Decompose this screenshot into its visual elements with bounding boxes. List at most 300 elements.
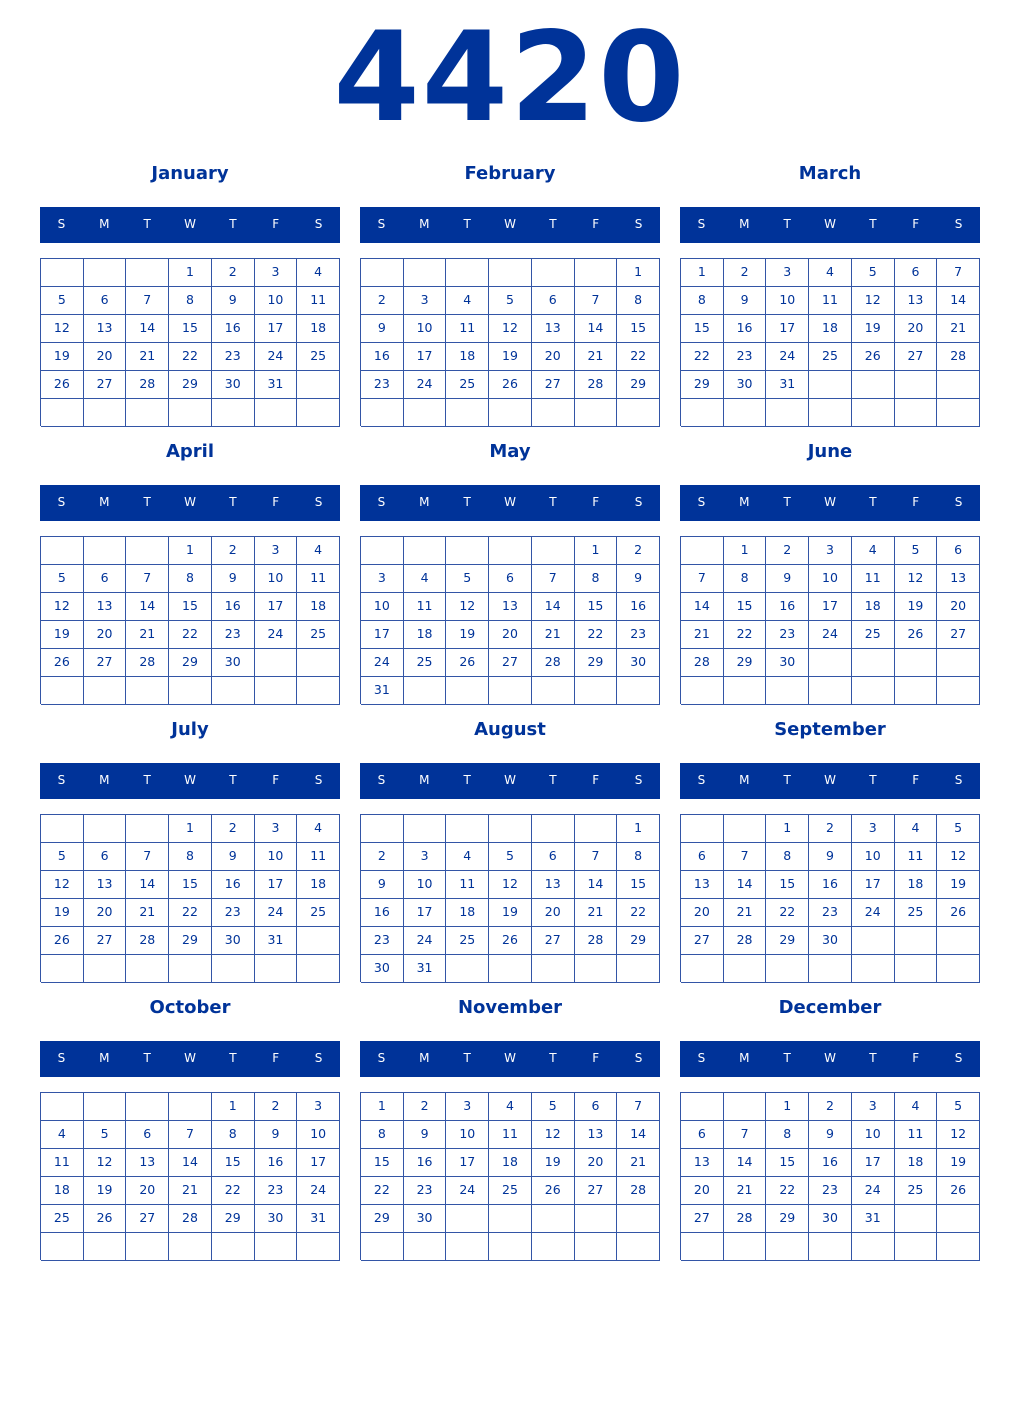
- day-cell[interactable]: 21: [532, 621, 575, 649]
- day-cell[interactable]: 31: [852, 1205, 895, 1233]
- day-cell[interactable]: 30: [617, 649, 660, 677]
- day-cell[interactable]: 28: [169, 1205, 212, 1233]
- day-cell[interactable]: 27: [84, 927, 127, 955]
- day-cell[interactable]: 3: [766, 259, 809, 287]
- day-cell[interactable]: 20: [84, 621, 127, 649]
- day-cell[interactable]: 28: [937, 343, 980, 371]
- day-cell[interactable]: 25: [404, 649, 447, 677]
- day-cell[interactable]: 24: [766, 343, 809, 371]
- day-cell[interactable]: 29: [361, 1205, 404, 1233]
- day-cell[interactable]: 15: [617, 871, 660, 899]
- day-cell[interactable]: 3: [255, 815, 298, 843]
- day-cell[interactable]: 13: [681, 1149, 724, 1177]
- day-cell[interactable]: 2: [361, 287, 404, 315]
- day-cell[interactable]: 27: [532, 927, 575, 955]
- day-cell[interactable]: 27: [681, 1205, 724, 1233]
- day-cell[interactable]: 26: [852, 343, 895, 371]
- day-cell[interactable]: 1: [361, 1093, 404, 1121]
- day-cell[interactable]: 25: [446, 927, 489, 955]
- day-cell[interactable]: 4: [297, 259, 340, 287]
- day-cell[interactable]: 13: [895, 287, 938, 315]
- day-cell[interactable]: 12: [41, 871, 84, 899]
- day-cell[interactable]: 23: [361, 371, 404, 399]
- day-cell[interactable]: 22: [169, 621, 212, 649]
- day-cell[interactable]: 30: [809, 1205, 852, 1233]
- day-cell[interactable]: 19: [41, 343, 84, 371]
- day-cell[interactable]: 12: [489, 315, 532, 343]
- day-cell[interactable]: 17: [852, 1149, 895, 1177]
- day-cell[interactable]: 14: [937, 287, 980, 315]
- day-cell[interactable]: 11: [446, 871, 489, 899]
- day-cell[interactable]: 18: [895, 1149, 938, 1177]
- day-cell[interactable]: 13: [681, 871, 724, 899]
- day-cell[interactable]: 5: [84, 1121, 127, 1149]
- day-cell[interactable]: 23: [809, 899, 852, 927]
- day-cell[interactable]: 29: [617, 371, 660, 399]
- day-cell[interactable]: 7: [575, 287, 618, 315]
- day-cell[interactable]: 22: [724, 621, 767, 649]
- day-cell[interactable]: 6: [84, 287, 127, 315]
- day-cell[interactable]: 15: [575, 593, 618, 621]
- day-cell[interactable]: 4: [895, 815, 938, 843]
- day-cell[interactable]: 9: [724, 287, 767, 315]
- day-cell[interactable]: 10: [297, 1121, 340, 1149]
- day-cell[interactable]: 23: [617, 621, 660, 649]
- day-cell[interactable]: 6: [532, 843, 575, 871]
- day-cell[interactable]: 13: [532, 315, 575, 343]
- day-cell[interactable]: 4: [852, 537, 895, 565]
- day-cell[interactable]: 22: [361, 1177, 404, 1205]
- day-cell[interactable]: 15: [212, 1149, 255, 1177]
- day-cell[interactable]: 3: [852, 1093, 895, 1121]
- day-cell[interactable]: 29: [575, 649, 618, 677]
- day-cell[interactable]: 21: [724, 1177, 767, 1205]
- day-cell[interactable]: 20: [532, 343, 575, 371]
- day-cell[interactable]: 13: [489, 593, 532, 621]
- day-cell[interactable]: 30: [724, 371, 767, 399]
- day-cell[interactable]: 14: [617, 1121, 660, 1149]
- day-cell[interactable]: 10: [404, 315, 447, 343]
- day-cell[interactable]: 6: [489, 565, 532, 593]
- day-cell[interactable]: 22: [766, 1177, 809, 1205]
- day-cell[interactable]: 17: [255, 315, 298, 343]
- day-cell[interactable]: 11: [297, 565, 340, 593]
- day-cell[interactable]: 9: [404, 1121, 447, 1149]
- day-cell[interactable]: 9: [617, 565, 660, 593]
- day-cell[interactable]: 12: [937, 843, 980, 871]
- day-cell[interactable]: 28: [617, 1177, 660, 1205]
- day-cell[interactable]: 5: [937, 1093, 980, 1121]
- day-cell[interactable]: 1: [681, 259, 724, 287]
- day-cell[interactable]: 5: [41, 843, 84, 871]
- day-cell[interactable]: 27: [937, 621, 980, 649]
- day-cell[interactable]: 5: [895, 537, 938, 565]
- day-cell[interactable]: 14: [532, 593, 575, 621]
- day-cell[interactable]: 2: [361, 843, 404, 871]
- day-cell[interactable]: 6: [937, 537, 980, 565]
- day-cell[interactable]: 14: [575, 315, 618, 343]
- day-cell[interactable]: 2: [212, 537, 255, 565]
- day-cell[interactable]: 15: [724, 593, 767, 621]
- day-cell[interactable]: 18: [297, 871, 340, 899]
- day-cell[interactable]: 18: [852, 593, 895, 621]
- day-cell[interactable]: 30: [404, 1205, 447, 1233]
- day-cell[interactable]: 15: [681, 315, 724, 343]
- day-cell[interactable]: 28: [126, 927, 169, 955]
- day-cell[interactable]: 3: [404, 287, 447, 315]
- day-cell[interactable]: 13: [126, 1149, 169, 1177]
- day-cell[interactable]: 20: [895, 315, 938, 343]
- day-cell[interactable]: 5: [852, 259, 895, 287]
- day-cell[interactable]: 28: [126, 371, 169, 399]
- day-cell[interactable]: 23: [724, 343, 767, 371]
- day-cell[interactable]: 22: [212, 1177, 255, 1205]
- day-cell[interactable]: 17: [255, 593, 298, 621]
- day-cell[interactable]: 6: [895, 259, 938, 287]
- day-cell[interactable]: 11: [404, 593, 447, 621]
- day-cell[interactable]: 19: [446, 621, 489, 649]
- day-cell[interactable]: 23: [212, 899, 255, 927]
- day-cell[interactable]: 24: [404, 371, 447, 399]
- day-cell[interactable]: 16: [361, 899, 404, 927]
- day-cell[interactable]: 14: [169, 1149, 212, 1177]
- day-cell[interactable]: 22: [766, 899, 809, 927]
- day-cell[interactable]: 1: [169, 537, 212, 565]
- day-cell[interactable]: 31: [297, 1205, 340, 1233]
- day-cell[interactable]: 11: [41, 1149, 84, 1177]
- day-cell[interactable]: 15: [169, 871, 212, 899]
- day-cell[interactable]: 22: [617, 343, 660, 371]
- day-cell[interactable]: 26: [41, 649, 84, 677]
- day-cell[interactable]: 17: [446, 1149, 489, 1177]
- day-cell[interactable]: 9: [255, 1121, 298, 1149]
- day-cell[interactable]: 25: [297, 899, 340, 927]
- day-cell[interactable]: 27: [532, 371, 575, 399]
- day-cell[interactable]: 8: [361, 1121, 404, 1149]
- day-cell[interactable]: 5: [937, 815, 980, 843]
- day-cell[interactable]: 26: [937, 899, 980, 927]
- day-cell[interactable]: 11: [297, 287, 340, 315]
- day-cell[interactable]: 18: [404, 621, 447, 649]
- day-cell[interactable]: 8: [617, 843, 660, 871]
- day-cell[interactable]: 23: [404, 1177, 447, 1205]
- day-cell[interactable]: 25: [297, 621, 340, 649]
- day-cell[interactable]: 9: [809, 843, 852, 871]
- day-cell[interactable]: 7: [126, 565, 169, 593]
- day-cell[interactable]: 8: [169, 565, 212, 593]
- day-cell[interactable]: 26: [446, 649, 489, 677]
- day-cell[interactable]: 15: [617, 315, 660, 343]
- day-cell[interactable]: 9: [212, 565, 255, 593]
- day-cell[interactable]: 20: [681, 899, 724, 927]
- day-cell[interactable]: 1: [724, 537, 767, 565]
- day-cell[interactable]: 8: [681, 287, 724, 315]
- day-cell[interactable]: 7: [575, 843, 618, 871]
- day-cell[interactable]: 12: [84, 1149, 127, 1177]
- day-cell[interactable]: 10: [255, 565, 298, 593]
- day-cell[interactable]: 21: [681, 621, 724, 649]
- day-cell[interactable]: 26: [489, 371, 532, 399]
- day-cell[interactable]: 29: [212, 1205, 255, 1233]
- day-cell[interactable]: 13: [532, 871, 575, 899]
- day-cell[interactable]: 15: [169, 593, 212, 621]
- day-cell[interactable]: 19: [895, 593, 938, 621]
- day-cell[interactable]: 21: [575, 899, 618, 927]
- day-cell[interactable]: 8: [617, 287, 660, 315]
- day-cell[interactable]: 2: [255, 1093, 298, 1121]
- day-cell[interactable]: 30: [809, 927, 852, 955]
- day-cell[interactable]: 16: [724, 315, 767, 343]
- day-cell[interactable]: 24: [297, 1177, 340, 1205]
- day-cell[interactable]: 25: [446, 371, 489, 399]
- day-cell[interactable]: 28: [126, 649, 169, 677]
- day-cell[interactable]: 12: [41, 593, 84, 621]
- day-cell[interactable]: 11: [852, 565, 895, 593]
- day-cell[interactable]: 29: [724, 649, 767, 677]
- day-cell[interactable]: 7: [169, 1121, 212, 1149]
- day-cell[interactable]: 25: [809, 343, 852, 371]
- day-cell[interactable]: 7: [532, 565, 575, 593]
- day-cell[interactable]: 30: [212, 927, 255, 955]
- day-cell[interactable]: 17: [404, 343, 447, 371]
- day-cell[interactable]: 23: [766, 621, 809, 649]
- day-cell[interactable]: 27: [575, 1177, 618, 1205]
- day-cell[interactable]: 15: [766, 1149, 809, 1177]
- day-cell[interactable]: 20: [126, 1177, 169, 1205]
- day-cell[interactable]: 16: [212, 315, 255, 343]
- day-cell[interactable]: 16: [766, 593, 809, 621]
- day-cell[interactable]: 12: [489, 871, 532, 899]
- day-cell[interactable]: 20: [84, 343, 127, 371]
- day-cell[interactable]: 2: [617, 537, 660, 565]
- day-cell[interactable]: 24: [446, 1177, 489, 1205]
- day-cell[interactable]: 2: [404, 1093, 447, 1121]
- day-cell[interactable]: 14: [126, 593, 169, 621]
- day-cell[interactable]: 12: [41, 315, 84, 343]
- day-cell[interactable]: 26: [84, 1205, 127, 1233]
- day-cell[interactable]: 17: [361, 621, 404, 649]
- day-cell[interactable]: 26: [895, 621, 938, 649]
- day-cell[interactable]: 5: [489, 287, 532, 315]
- day-cell[interactable]: 4: [41, 1121, 84, 1149]
- day-cell[interactable]: 29: [169, 649, 212, 677]
- day-cell[interactable]: 14: [681, 593, 724, 621]
- day-cell[interactable]: 4: [297, 815, 340, 843]
- day-cell[interactable]: 14: [724, 871, 767, 899]
- day-cell[interactable]: 17: [852, 871, 895, 899]
- day-cell[interactable]: 23: [255, 1177, 298, 1205]
- day-cell[interactable]: 23: [212, 621, 255, 649]
- day-cell[interactable]: 16: [404, 1149, 447, 1177]
- day-cell[interactable]: 19: [489, 343, 532, 371]
- day-cell[interactable]: 23: [361, 927, 404, 955]
- day-cell[interactable]: 27: [895, 343, 938, 371]
- day-cell[interactable]: 5: [489, 843, 532, 871]
- day-cell[interactable]: 10: [361, 593, 404, 621]
- day-cell[interactable]: 7: [126, 287, 169, 315]
- day-cell[interactable]: 19: [489, 899, 532, 927]
- day-cell[interactable]: 31: [766, 371, 809, 399]
- day-cell[interactable]: 27: [681, 927, 724, 955]
- day-cell[interactable]: 21: [617, 1149, 660, 1177]
- day-cell[interactable]: 9: [212, 287, 255, 315]
- day-cell[interactable]: 19: [937, 871, 980, 899]
- day-cell[interactable]: 24: [404, 927, 447, 955]
- day-cell[interactable]: 2: [724, 259, 767, 287]
- day-cell[interactable]: 26: [937, 1177, 980, 1205]
- day-cell[interactable]: 11: [809, 287, 852, 315]
- day-cell[interactable]: 8: [724, 565, 767, 593]
- day-cell[interactable]: 17: [255, 871, 298, 899]
- day-cell[interactable]: 28: [532, 649, 575, 677]
- day-cell[interactable]: 30: [212, 371, 255, 399]
- day-cell[interactable]: 13: [937, 565, 980, 593]
- day-cell[interactable]: 12: [852, 287, 895, 315]
- day-cell[interactable]: 16: [809, 1149, 852, 1177]
- day-cell[interactable]: 25: [852, 621, 895, 649]
- day-cell[interactable]: 31: [255, 927, 298, 955]
- day-cell[interactable]: 7: [126, 843, 169, 871]
- day-cell[interactable]: 21: [937, 315, 980, 343]
- day-cell[interactable]: 10: [255, 287, 298, 315]
- day-cell[interactable]: 18: [446, 343, 489, 371]
- day-cell[interactable]: 20: [489, 621, 532, 649]
- day-cell[interactable]: 5: [41, 565, 84, 593]
- day-cell[interactable]: 24: [361, 649, 404, 677]
- day-cell[interactable]: 10: [255, 843, 298, 871]
- day-cell[interactable]: 22: [575, 621, 618, 649]
- day-cell[interactable]: 7: [681, 565, 724, 593]
- day-cell[interactable]: 17: [297, 1149, 340, 1177]
- day-cell[interactable]: 1: [617, 259, 660, 287]
- day-cell[interactable]: 18: [489, 1149, 532, 1177]
- day-cell[interactable]: 29: [766, 1205, 809, 1233]
- day-cell[interactable]: 17: [404, 899, 447, 927]
- day-cell[interactable]: 24: [809, 621, 852, 649]
- day-cell[interactable]: 15: [169, 315, 212, 343]
- day-cell[interactable]: 7: [724, 1121, 767, 1149]
- day-cell[interactable]: 21: [724, 899, 767, 927]
- day-cell[interactable]: 23: [809, 1177, 852, 1205]
- day-cell[interactable]: 4: [404, 565, 447, 593]
- day-cell[interactable]: 19: [41, 621, 84, 649]
- day-cell[interactable]: 9: [809, 1121, 852, 1149]
- day-cell[interactable]: 18: [297, 593, 340, 621]
- day-cell[interactable]: 31: [404, 955, 447, 983]
- day-cell[interactable]: 2: [809, 1093, 852, 1121]
- day-cell[interactable]: 29: [169, 371, 212, 399]
- day-cell[interactable]: 18: [895, 871, 938, 899]
- day-cell[interactable]: 18: [297, 315, 340, 343]
- day-cell[interactable]: 7: [724, 843, 767, 871]
- day-cell[interactable]: 25: [297, 343, 340, 371]
- day-cell[interactable]: 6: [126, 1121, 169, 1149]
- day-cell[interactable]: 22: [681, 343, 724, 371]
- day-cell[interactable]: 25: [895, 1177, 938, 1205]
- day-cell[interactable]: 11: [895, 1121, 938, 1149]
- day-cell[interactable]: 16: [255, 1149, 298, 1177]
- day-cell[interactable]: 19: [84, 1177, 127, 1205]
- day-cell[interactable]: 24: [852, 899, 895, 927]
- day-cell[interactable]: 16: [212, 593, 255, 621]
- day-cell[interactable]: 19: [937, 1149, 980, 1177]
- day-cell[interactable]: 7: [937, 259, 980, 287]
- day-cell[interactable]: 21: [126, 343, 169, 371]
- day-cell[interactable]: 16: [617, 593, 660, 621]
- day-cell[interactable]: 27: [84, 649, 127, 677]
- day-cell[interactable]: 6: [575, 1093, 618, 1121]
- day-cell[interactable]: 8: [766, 1121, 809, 1149]
- day-cell[interactable]: 1: [766, 1093, 809, 1121]
- day-cell[interactable]: 28: [724, 927, 767, 955]
- day-cell[interactable]: 19: [41, 899, 84, 927]
- day-cell[interactable]: 26: [41, 927, 84, 955]
- day-cell[interactable]: 12: [532, 1121, 575, 1149]
- day-cell[interactable]: 30: [212, 649, 255, 677]
- day-cell[interactable]: 28: [575, 927, 618, 955]
- day-cell[interactable]: 2: [212, 259, 255, 287]
- day-cell[interactable]: 21: [575, 343, 618, 371]
- day-cell[interactable]: 9: [361, 315, 404, 343]
- day-cell[interactable]: 1: [212, 1093, 255, 1121]
- day-cell[interactable]: 3: [297, 1093, 340, 1121]
- day-cell[interactable]: 26: [532, 1177, 575, 1205]
- day-cell[interactable]: 3: [809, 537, 852, 565]
- day-cell[interactable]: 22: [617, 899, 660, 927]
- day-cell[interactable]: 14: [126, 871, 169, 899]
- day-cell[interactable]: 27: [126, 1205, 169, 1233]
- day-cell[interactable]: 5: [446, 565, 489, 593]
- day-cell[interactable]: 4: [297, 537, 340, 565]
- day-cell[interactable]: 18: [41, 1177, 84, 1205]
- day-cell[interactable]: 1: [169, 259, 212, 287]
- day-cell[interactable]: 27: [84, 371, 127, 399]
- day-cell[interactable]: 10: [852, 1121, 895, 1149]
- day-cell[interactable]: 11: [489, 1121, 532, 1149]
- day-cell[interactable]: 21: [169, 1177, 212, 1205]
- day-cell[interactable]: 31: [361, 677, 404, 705]
- day-cell[interactable]: 6: [681, 1121, 724, 1149]
- day-cell[interactable]: 3: [404, 843, 447, 871]
- day-cell[interactable]: 3: [446, 1093, 489, 1121]
- day-cell[interactable]: 16: [212, 871, 255, 899]
- day-cell[interactable]: 18: [809, 315, 852, 343]
- day-cell[interactable]: 1: [617, 815, 660, 843]
- day-cell[interactable]: 6: [532, 287, 575, 315]
- day-cell[interactable]: 8: [212, 1121, 255, 1149]
- day-cell[interactable]: 8: [575, 565, 618, 593]
- day-cell[interactable]: 24: [255, 621, 298, 649]
- day-cell[interactable]: 2: [809, 815, 852, 843]
- day-cell[interactable]: 24: [852, 1177, 895, 1205]
- day-cell[interactable]: 7: [617, 1093, 660, 1121]
- day-cell[interactable]: 20: [681, 1177, 724, 1205]
- day-cell[interactable]: 22: [169, 899, 212, 927]
- day-cell[interactable]: 8: [169, 287, 212, 315]
- day-cell[interactable]: 15: [361, 1149, 404, 1177]
- day-cell[interactable]: 15: [766, 871, 809, 899]
- day-cell[interactable]: 1: [766, 815, 809, 843]
- day-cell[interactable]: 25: [489, 1177, 532, 1205]
- day-cell[interactable]: 8: [766, 843, 809, 871]
- day-cell[interactable]: 21: [126, 899, 169, 927]
- day-cell[interactable]: 14: [575, 871, 618, 899]
- day-cell[interactable]: 30: [766, 649, 809, 677]
- day-cell[interactable]: 13: [84, 871, 127, 899]
- day-cell[interactable]: 4: [489, 1093, 532, 1121]
- day-cell[interactable]: 29: [766, 927, 809, 955]
- day-cell[interactable]: 4: [446, 843, 489, 871]
